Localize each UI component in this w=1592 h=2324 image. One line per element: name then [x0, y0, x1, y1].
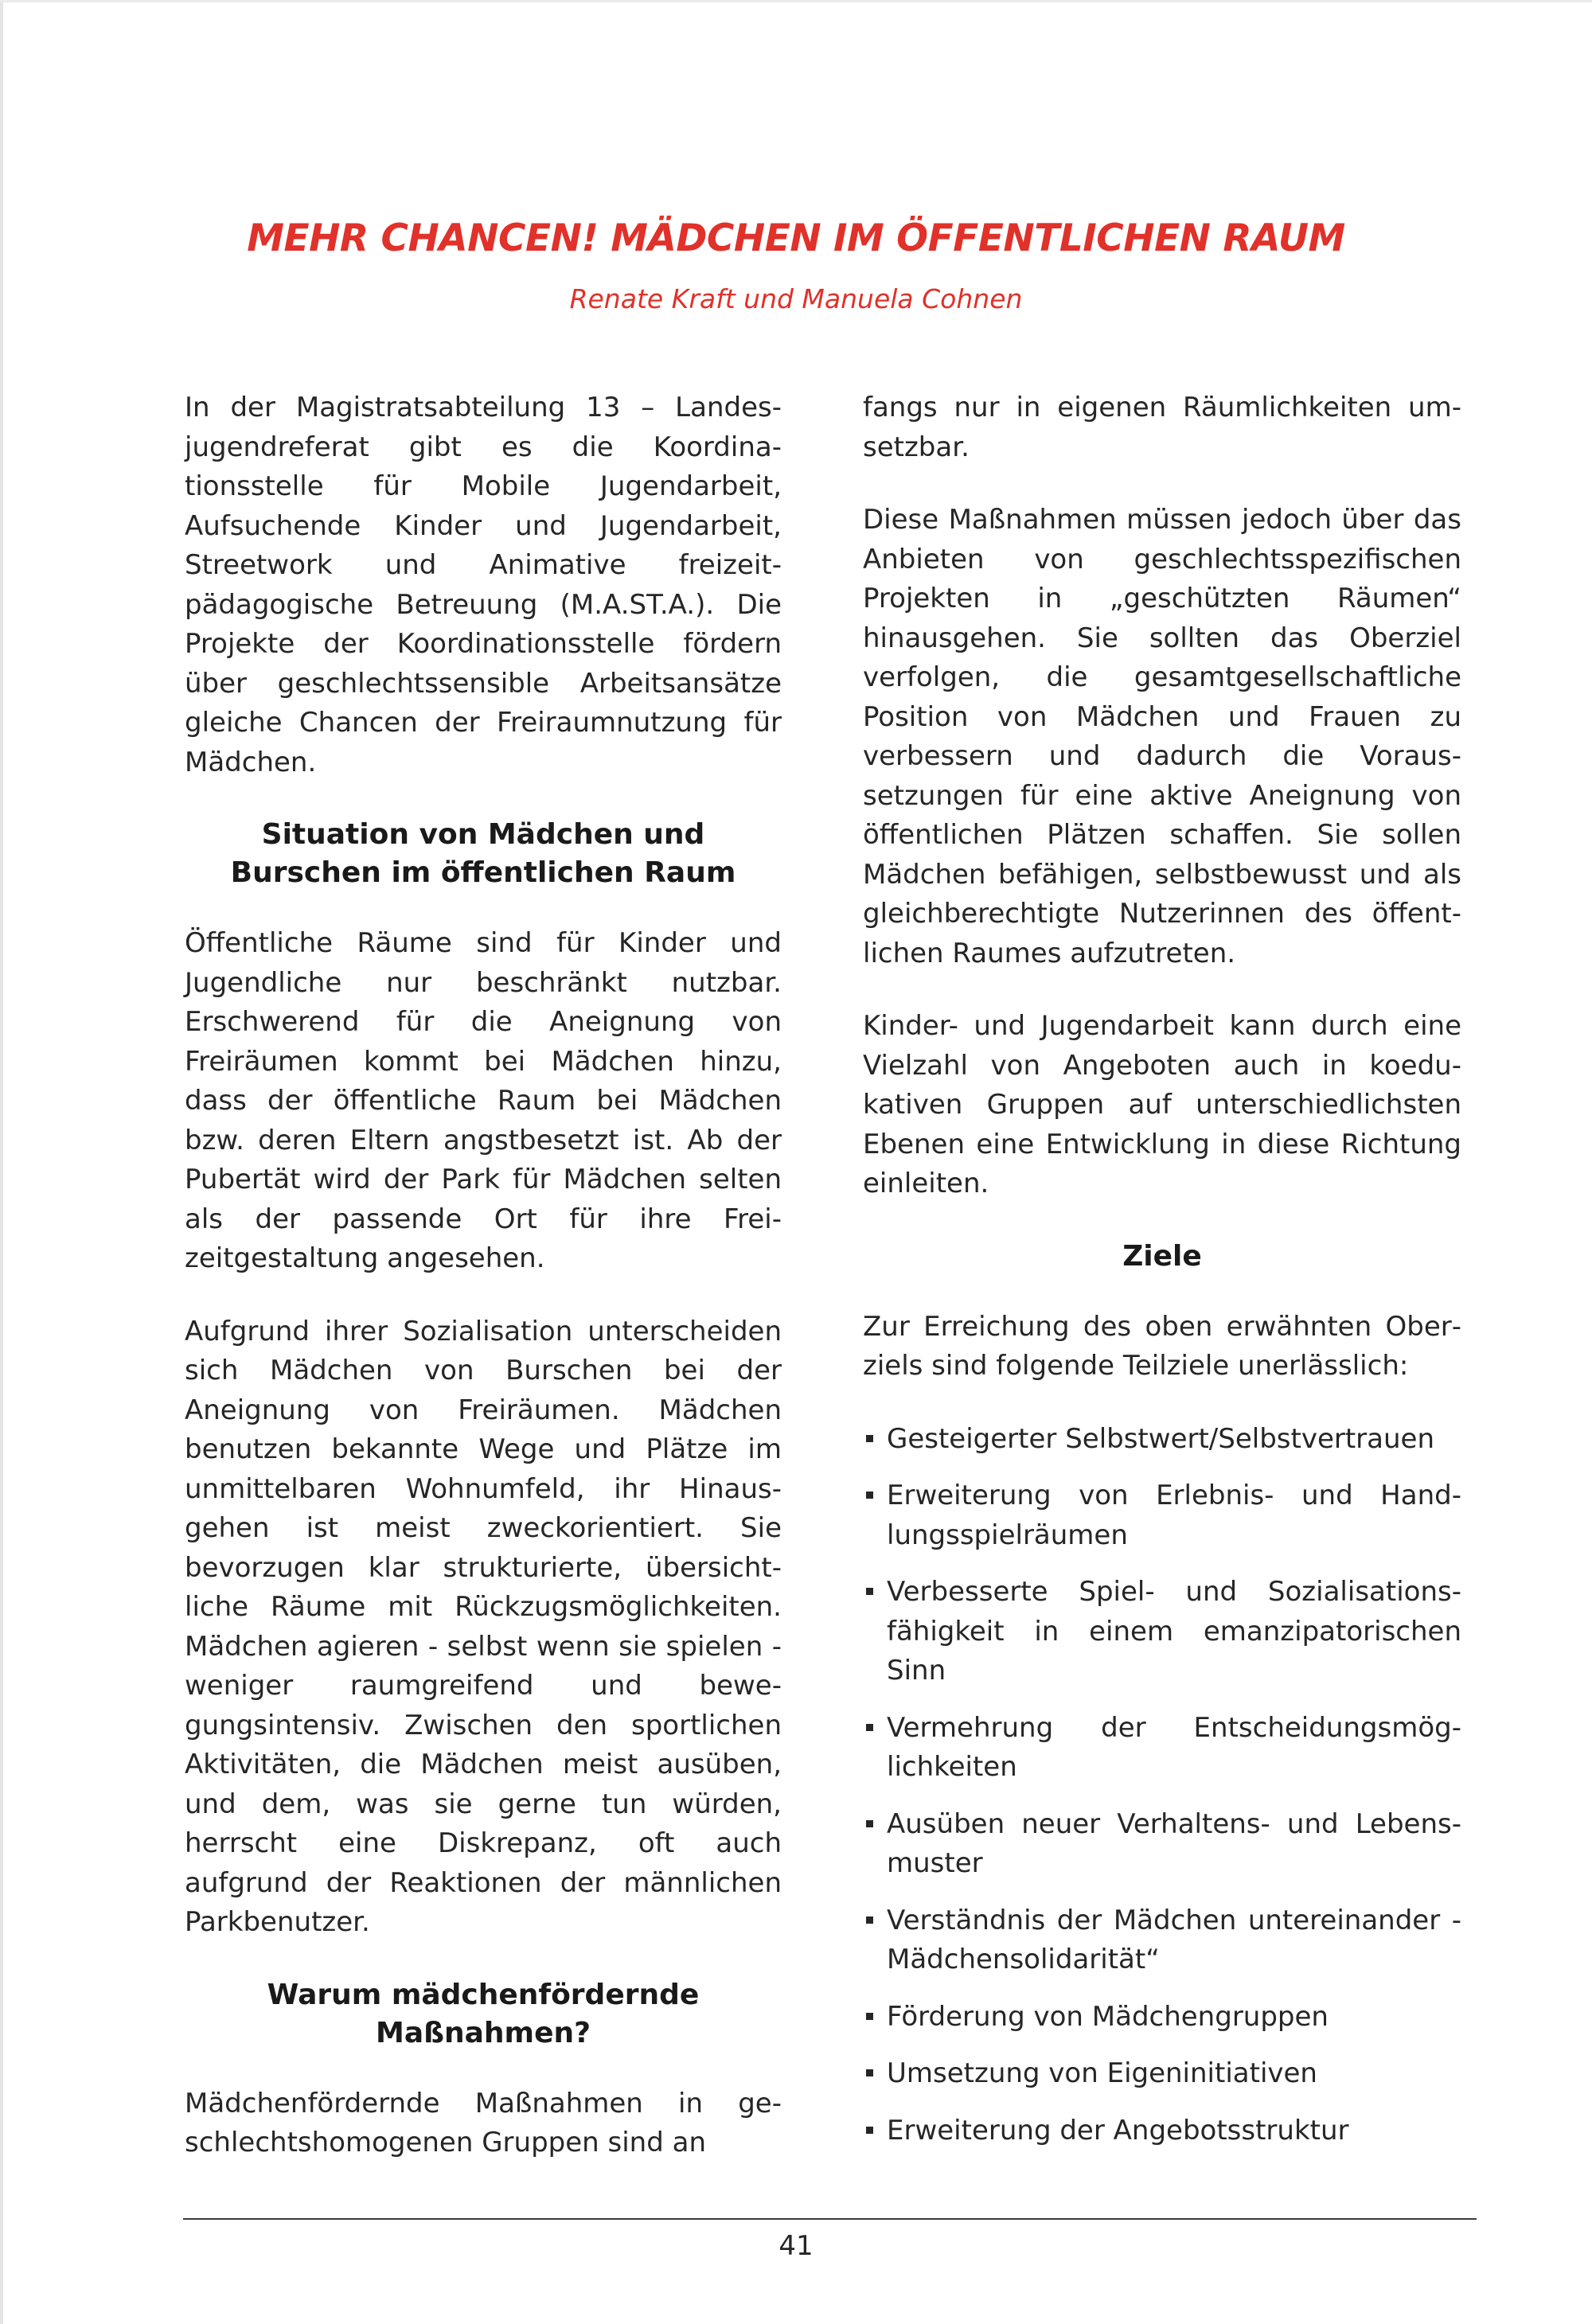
heading-ziele: Ziele — [1122, 1239, 1202, 1273]
list-item — [863, 1901, 1461, 1980]
list-item — [863, 1805, 1461, 1884]
bullet-icon — [866, 2069, 873, 2076]
situation-paragraph-2: Aufgrund ihrer Sozialisation unterscheiden sich Mädchen von Burschen bei der Aneignung von Freiräumen. Mädchen benutzen bekannte Wege und Plätze im unmittelbaren Wohnumfeld, ihr Hinausgehen ist meist zweckorientiert. Sie bevorzugen klar strukturierte, übersichtliche Räume mit Rückzugsmöglichkeiten. Mädchen agieren - selbst wenn sie spielen - weniger raumgreifend und bewegungsintensiv. Zwischen den sportlichen Aktivitäten, die Mädchen meist ausüben, und dem, was sie gerne tun würden, herrscht eine Diskrepanz, oft auch aufgrund der Reaktionen der männlichen Parkbenutzer. — [185, 1315, 782, 1938]
list-item — [863, 1998, 1461, 2037]
bullet-icon — [866, 1917, 873, 1924]
ziele-intro-paragraph: Zur Erreichung des oben erwähnten Oberziels sind folgende Teilziele unerlässlich: — [863, 1310, 1461, 1382]
article-authors: Renate Kraft und Manuela Cohnen — [569, 283, 1023, 314]
intro-paragraph: In der Magistratsabteilung 13 – Landesjugendreferat gibt es die Koordinationsstelle für Mobile Jugendarbeit, Aufsuchende Kinder und Jugendarbeit, Streetwork und Animative freizeitpädagogische Betreuung (M.A.ST.A.). Die Projekte der Koordinationsstelle fördern über geschlechtssensible Arbeitsansätze gleiche Chancen der Freiraumnutzung für Mädchen. — [185, 392, 782, 778]
footer-rule — [183, 2218, 1477, 2220]
heading-warum: Warum mädchenfördernde Maßnahmen? — [267, 1978, 700, 2049]
list-item — [863, 1709, 1461, 1788]
list-item — [863, 1420, 1461, 1460]
continuation-paragraph: fangs nur in eigenen Räumlichkeiten umsetzbar. — [863, 392, 1461, 463]
list-item-text: Erweiterung der Angebotsstruktur — [887, 2114, 1349, 2147]
bullet-icon — [866, 1491, 873, 1499]
situation-paragraph-1: Öffentliche Räume sind für Kinder und Jugendliche nur beschränkt nutzbar. Erschwerend für die Aneignung von Freiräumen kommt bei Mädchen hinzu, dass der öffentliche Raum bei Mädchen bzw. deren Eltern angstbesetzt ist. Ab der Pubertät wird der Park für Mädchen selten als der passende Ort für ihre Freizeitgestaltung angesehen. — [185, 927, 782, 1274]
list-item-text: Förderung von Mädchengruppen — [887, 2000, 1329, 2033]
bullet-icon — [866, 1724, 873, 1731]
scan-edge-left — [0, 0, 3, 2324]
page-number: 41 — [778, 2230, 814, 2262]
article-title: MEHR CHANCEN! MÄDCHEN IM ÖFFENTLICHEN RAUM — [247, 216, 1345, 260]
bullet-icon — [866, 1820, 873, 1827]
left-column — [185, 388, 782, 2197]
list-item-text: Gesteigerter Selbstwert/Selbstvertrauen — [887, 1422, 1435, 1455]
list-item — [863, 1476, 1461, 1555]
list-item — [863, 2054, 1461, 2094]
bullet-icon — [866, 2013, 873, 2020]
list-item-text: Ausüben neuer Verhaltens- und Lebensmuster — [887, 1807, 1461, 1879]
measures-paragraph: Diese Maßnahmen müssen jedoch über das Anbieten von geschlechtsspezifischen Projekten in „geschützten Räumen“ hinausgehen. Sie sollten das Oberziel verfolgen, die gesamtgesellschaftliche Position von Mädchen und Frauen zu verbessern und dadurch die Voraussetzungen für eine aktive Aneignung von öffentlichen Plätzen schaffen. Sie sollen Mädchen befähigen, selbstbewusst und als gleichberechtigte Nutzerinnen des öffentlichen Raumes aufzutreten. — [863, 504, 1461, 969]
list-item-text: Verständnis der Mädchen untereinander - Mädchensolidarität“ — [887, 1904, 1461, 1975]
bullet-icon — [866, 2127, 873, 2134]
coed-paragraph: Kinder- und Jugendarbeit kann durch eine Vielzahl von Angeboten auch in koedukativen Gruppen auf unterschiedlichsten Ebenen eine Entwicklung in diese Richtung einleiten. — [863, 1010, 1461, 1199]
bullet-icon — [866, 1435, 873, 1442]
right-column — [863, 388, 1461, 2168]
list-item — [863, 1573, 1461, 1691]
goals-list — [863, 1420, 1461, 2151]
warum-paragraph: Mädchenfördernde Maßnahmen in geschlechtshomogenen Gruppen sind an — [185, 2087, 782, 2158]
bullet-icon — [866, 1588, 873, 1595]
list-item — [863, 2111, 1461, 2151]
heading-situation: Situation von Mädchen und Burschen im öffentlichen Raum — [230, 818, 736, 889]
list-item-text: Verbesserte Spiel- und Sozialisationsfähigkeit in einem emanzipatorischen Sinn — [887, 1576, 1461, 1686]
list-item-text: Erweiterung von Erlebnis- und Handlungsspielräumen — [887, 1480, 1461, 1551]
scan-edge-top — [0, 0, 1592, 2]
list-item-text: Vermehrung der Entscheidungsmöglichkeiten — [887, 1711, 1461, 1783]
list-item-text: Umsetzung von Eigeninitiativen — [887, 2057, 1317, 2089]
